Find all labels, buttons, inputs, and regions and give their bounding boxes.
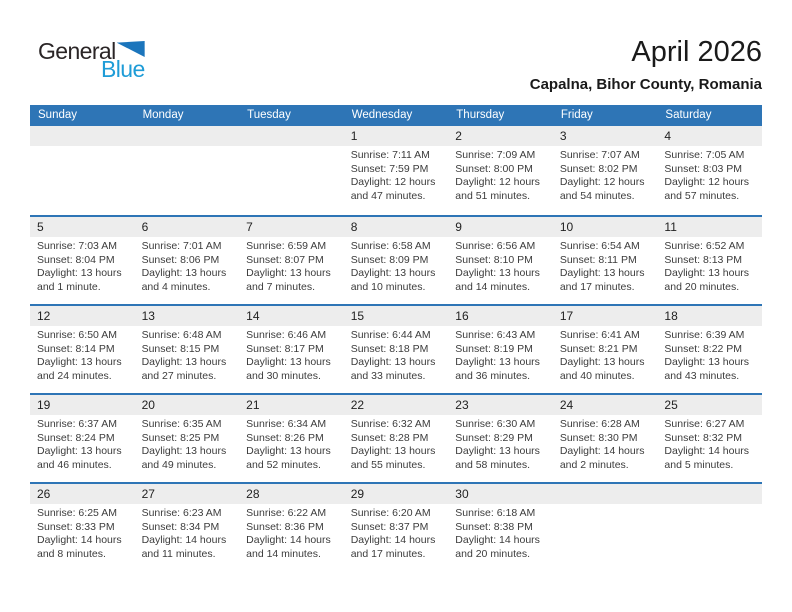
daylight-text-line2: and 49 minutes. (141, 458, 217, 471)
page-title: April 2026 (631, 36, 762, 68)
daylight-text-line1: Daylight: 14 hours (246, 534, 331, 547)
sunset-text: Sunset: 8:26 PM (246, 431, 324, 444)
empty-cell (135, 126, 240, 215)
day-info (344, 504, 449, 561)
day-info (657, 415, 762, 472)
day-info (448, 237, 553, 294)
sunrise-text: Sunrise: 7:11 AM (350, 149, 430, 161)
weekday-header-wednesday: Wednesday (351, 109, 413, 121)
day-cell-11 (657, 217, 762, 304)
sunset-text: Sunset: 8:10 PM (455, 253, 533, 266)
day-cell-13 (135, 306, 240, 393)
day-cell-25 (657, 395, 762, 482)
date-number: 12 (30, 306, 135, 326)
date-number: 7 (239, 217, 344, 237)
weekday-header-monday: Monday (142, 109, 184, 121)
daylight-text-line1: Daylight: 14 hours (664, 445, 750, 458)
daylight-text-line1: Daylight: 12 hours (455, 176, 540, 189)
daylight-text-line1: Daylight: 13 hours (455, 445, 540, 458)
sunset-text: Sunset: 8:04 PM (37, 253, 115, 266)
date-number: 2 (448, 126, 553, 146)
daylight-text-line2: and 27 minutes. (141, 369, 217, 382)
date-number: 16 (448, 306, 553, 326)
day-cell-19 (30, 395, 135, 482)
daylight-text-line2: and 4 minutes. (141, 280, 211, 293)
date-number: 13 (135, 306, 240, 326)
day-cell-21 (239, 395, 344, 482)
daylight-text-line2: and 2 minutes. (559, 458, 629, 471)
daylight-text-line1: Daylight: 13 hours (350, 267, 436, 280)
weekday-header-saturday: Saturday (665, 109, 712, 121)
daylight-text-line2: and 47 minutes. (350, 189, 426, 202)
day-info (448, 326, 553, 383)
sunset-text: Sunset: 8:07 PM (246, 253, 324, 266)
day-info (448, 146, 553, 203)
page-subtitle: Capalna, Bihor County, Romania (529, 76, 762, 94)
daylight-text-line1: Daylight: 13 hours (141, 445, 227, 458)
weekday-header-thursday: Thursday (456, 109, 505, 121)
sunrise-text: Sunrise: 6:41 AM (559, 329, 640, 341)
daylight-text-line1: Daylight: 12 hours (350, 176, 436, 189)
weekday-header-row (30, 105, 762, 126)
sunrise-text: Sunrise: 7:09 AM (455, 149, 536, 161)
daylight-text-line1: Daylight: 13 hours (664, 356, 750, 369)
sunrise-text: Sunrise: 7:05 AM (664, 149, 745, 161)
day-cell-8 (344, 217, 449, 304)
day-info (344, 146, 449, 203)
weekday-header-tuesday: Tuesday (247, 109, 291, 121)
day-cell-12 (30, 306, 135, 393)
sunset-text: Sunset: 8:36 PM (246, 520, 324, 533)
daylight-text-line1: Daylight: 13 hours (559, 356, 645, 369)
sunset-text: Sunset: 8:00 PM (455, 162, 533, 175)
day-info (553, 415, 658, 472)
sunset-text: Sunset: 8:30 PM (559, 431, 638, 444)
daylight-text-line1: Daylight: 14 hours (37, 534, 122, 547)
day-cell-7 (239, 217, 344, 304)
empty-cell (30, 126, 135, 215)
daylight-text-line1: Daylight: 13 hours (350, 356, 436, 369)
date-number: 19 (30, 395, 135, 415)
sunrise-text: Sunrise: 6:32 AM (350, 418, 431, 430)
sunset-text: Sunset: 8:33 PM (37, 520, 115, 533)
sunset-text: Sunset: 8:09 PM (350, 253, 429, 266)
daylight-text-line1: Daylight: 13 hours (141, 356, 227, 369)
daylight-text-line2: and 20 minutes. (664, 280, 740, 293)
sunrise-text: Sunrise: 6:43 AM (455, 329, 536, 341)
daylight-text-line2: and 24 minutes. (37, 369, 112, 382)
day-cell-20 (135, 395, 240, 482)
date-band-empty (657, 484, 762, 504)
sunrise-text: Sunrise: 6:28 AM (559, 418, 640, 430)
sunrise-text: Sunrise: 6:52 AM (664, 240, 745, 252)
calendar-weeks (30, 126, 762, 571)
day-info (657, 146, 762, 203)
daylight-text-line1: Daylight: 14 hours (141, 534, 227, 547)
sunset-text: Sunset: 8:19 PM (455, 342, 533, 355)
date-number: 22 (344, 395, 449, 415)
day-cell-30 (448, 484, 553, 571)
day-info (657, 326, 762, 383)
week-row (30, 393, 762, 482)
day-info (30, 504, 135, 561)
day-info (344, 326, 449, 383)
calendar-table (30, 105, 762, 571)
sunrise-text: Sunrise: 6:39 AM (664, 329, 745, 341)
weekday-header-sunday: Sunday (38, 109, 78, 121)
day-cell-15 (344, 306, 449, 393)
daylight-text-line2: and 1 minute. (37, 280, 101, 293)
daylight-text-line2: and 17 minutes. (559, 280, 635, 293)
logo-text-blue: Blue (101, 56, 145, 82)
week-row (30, 304, 762, 393)
day-cell-5 (30, 217, 135, 304)
day-cell-22 (344, 395, 449, 482)
date-number: 17 (553, 306, 658, 326)
sunset-text: Sunset: 8:37 PM (350, 520, 429, 533)
date-number: 10 (553, 217, 658, 237)
date-number: 24 (553, 395, 658, 415)
day-cell-4 (657, 126, 762, 215)
daylight-text-line1: Daylight: 12 hours (664, 176, 750, 189)
sunrise-text: Sunrise: 6:25 AM (37, 507, 117, 519)
date-number: 1 (344, 126, 449, 146)
day-cell-26 (30, 484, 135, 571)
day-info (30, 326, 135, 383)
day-info (135, 504, 240, 561)
sunset-text: Sunset: 8:06 PM (141, 253, 220, 266)
date-number: 23 (448, 395, 553, 415)
daylight-text-line1: Daylight: 13 hours (37, 356, 122, 369)
sunrise-text: Sunrise: 7:01 AM (141, 240, 222, 252)
sunset-text: Sunset: 8:03 PM (664, 162, 743, 175)
day-info (30, 237, 135, 294)
sunset-text: Sunset: 7:59 PM (350, 162, 429, 175)
sunrise-text: Sunrise: 6:23 AM (141, 507, 222, 519)
date-number: 8 (344, 217, 449, 237)
general-blue-logo (38, 40, 145, 81)
daylight-text-line1: Daylight: 13 hours (664, 267, 750, 280)
day-cell-23 (448, 395, 553, 482)
day-info (344, 237, 449, 294)
date-number: 30 (448, 484, 553, 504)
date-number: 9 (448, 217, 553, 237)
date-number: 11 (657, 217, 762, 237)
date-number: 18 (657, 306, 762, 326)
daylight-text-line1: Daylight: 13 hours (37, 445, 122, 458)
daylight-text-line2: and 36 minutes. (455, 369, 530, 382)
sunset-text: Sunset: 8:28 PM (350, 431, 429, 444)
daylight-text-line1: Daylight: 13 hours (350, 445, 436, 458)
day-info (553, 146, 658, 203)
day-info (239, 504, 344, 561)
day-cell-18 (657, 306, 762, 393)
sunrise-text: Sunrise: 7:03 AM (37, 240, 117, 252)
sunrise-text: Sunrise: 6:56 AM (455, 240, 536, 252)
sunset-text: Sunset: 8:15 PM (141, 342, 220, 355)
sunset-text: Sunset: 8:24 PM (37, 431, 115, 444)
day-cell-1 (344, 126, 449, 215)
day-info (344, 415, 449, 472)
date-number: 3 (553, 126, 658, 146)
daylight-text-line1: Daylight: 13 hours (455, 267, 540, 280)
day-cell-17 (553, 306, 658, 393)
date-number: 20 (135, 395, 240, 415)
sunset-text: Sunset: 8:32 PM (664, 431, 743, 444)
day-cell-29 (344, 484, 449, 571)
daylight-text-line1: Daylight: 14 hours (559, 445, 645, 458)
date-band-empty (239, 126, 344, 146)
sunset-text: Sunset: 8:22 PM (664, 342, 743, 355)
sunrise-text: Sunrise: 6:59 AM (246, 240, 327, 252)
sunrise-text: Sunrise: 6:20 AM (350, 507, 431, 519)
day-info (448, 504, 553, 561)
daylight-text-line1: Daylight: 13 hours (559, 267, 645, 280)
daylight-text-line2: and 51 minutes. (455, 189, 530, 202)
date-number: 6 (135, 217, 240, 237)
daylight-text-line2: and 7 minutes. (246, 280, 316, 293)
day-cell-24 (553, 395, 658, 482)
empty-cell (553, 484, 658, 571)
daylight-text-line1: Daylight: 13 hours (246, 267, 331, 280)
date-number: 14 (239, 306, 344, 326)
date-number: 21 (239, 395, 344, 415)
sunrise-text: Sunrise: 6:50 AM (37, 329, 117, 341)
date-number: 15 (344, 306, 449, 326)
daylight-text-line1: Daylight: 13 hours (37, 267, 122, 280)
day-info (135, 326, 240, 383)
sunset-text: Sunset: 8:18 PM (350, 342, 429, 355)
sunset-text: Sunset: 8:29 PM (455, 431, 533, 444)
sunrise-text: Sunrise: 7:07 AM (559, 149, 640, 161)
date-number: 5 (30, 217, 135, 237)
sunrise-text: Sunrise: 6:27 AM (664, 418, 745, 430)
day-cell-16 (448, 306, 553, 393)
sunset-text: Sunset: 8:14 PM (37, 342, 115, 355)
daylight-text-line2: and 20 minutes. (455, 547, 530, 560)
sunset-text: Sunset: 8:38 PM (455, 520, 533, 533)
sunrise-text: Sunrise: 6:22 AM (246, 507, 327, 519)
sunrise-text: Sunrise: 6:58 AM (350, 240, 431, 252)
sunrise-text: Sunrise: 6:30 AM (455, 418, 536, 430)
date-band-empty (135, 126, 240, 146)
date-band-empty (553, 484, 658, 504)
sunrise-text: Sunrise: 6:46 AM (246, 329, 327, 341)
day-cell-28 (239, 484, 344, 571)
daylight-text-line2: and 40 minutes. (559, 369, 635, 382)
daylight-text-line1: Daylight: 12 hours (559, 176, 645, 189)
title-block (530, 36, 762, 93)
daylight-text-line2: and 8 minutes. (37, 547, 106, 560)
logo-text-general: General (38, 38, 116, 64)
sunrise-text: Sunrise: 6:48 AM (141, 329, 222, 341)
day-info (239, 326, 344, 383)
daylight-text-line1: Daylight: 14 hours (350, 534, 436, 547)
weekday-header-friday: Friday (560, 109, 593, 121)
daylight-text-line2: and 30 minutes. (246, 369, 321, 382)
date-band-empty (30, 126, 135, 146)
daylight-text-line2: and 54 minutes. (559, 189, 635, 202)
empty-cell (239, 126, 344, 215)
day-info (135, 415, 240, 472)
daylight-text-line2: and 10 minutes. (350, 280, 426, 293)
sunset-text: Sunset: 8:02 PM (559, 162, 638, 175)
daylight-text-line2: and 46 minutes. (37, 458, 112, 471)
daylight-text-line2: and 55 minutes. (350, 458, 426, 471)
day-cell-14 (239, 306, 344, 393)
week-row (30, 126, 762, 215)
daylight-text-line2: and 43 minutes. (664, 369, 740, 382)
day-info (30, 415, 135, 472)
date-number: 26 (30, 484, 135, 504)
day-cell-3 (553, 126, 658, 215)
sunrise-text: Sunrise: 6:34 AM (246, 418, 327, 430)
date-number: 28 (239, 484, 344, 504)
date-number: 25 (657, 395, 762, 415)
date-number: 27 (135, 484, 240, 504)
day-info (135, 237, 240, 294)
sunrise-text: Sunrise: 6:54 AM (559, 240, 640, 252)
daylight-text-line1: Daylight: 13 hours (455, 356, 540, 369)
daylight-text-line1: Daylight: 13 hours (246, 445, 331, 458)
daylight-text-line1: Daylight: 13 hours (141, 267, 227, 280)
day-cell-10 (553, 217, 658, 304)
empty-cell (657, 484, 762, 571)
date-number: 29 (344, 484, 449, 504)
day-info (239, 415, 344, 472)
day-info (657, 237, 762, 294)
sunset-text: Sunset: 8:34 PM (141, 520, 220, 533)
day-cell-2 (448, 126, 553, 215)
daylight-text-line2: and 14 minutes. (246, 547, 321, 560)
daylight-text-line2: and 5 minutes. (664, 458, 734, 471)
daylight-text-line1: Daylight: 13 hours (246, 356, 331, 369)
sunrise-text: Sunrise: 6:37 AM (37, 418, 117, 430)
week-row (30, 215, 762, 304)
daylight-text-line1: Daylight: 14 hours (455, 534, 540, 547)
day-cell-9 (448, 217, 553, 304)
sunset-text: Sunset: 8:17 PM (246, 342, 324, 355)
sunset-text: Sunset: 8:11 PM (559, 253, 637, 266)
sunrise-text: Sunrise: 6:18 AM (455, 507, 536, 519)
sunrise-text: Sunrise: 6:35 AM (141, 418, 222, 430)
day-info (553, 237, 658, 294)
daylight-text-line2: and 11 minutes. (141, 547, 216, 560)
logo-triangle-icon (117, 41, 145, 57)
daylight-text-line2: and 14 minutes. (455, 280, 530, 293)
daylight-text-line2: and 58 minutes. (455, 458, 530, 471)
daylight-text-line2: and 17 minutes. (350, 547, 426, 560)
daylight-text-line2: and 33 minutes. (350, 369, 426, 382)
date-number: 4 (657, 126, 762, 146)
daylight-text-line2: and 57 minutes. (664, 189, 740, 202)
day-cell-27 (135, 484, 240, 571)
day-cell-6 (135, 217, 240, 304)
sunset-text: Sunset: 8:13 PM (664, 253, 743, 266)
day-info (448, 415, 553, 472)
sunrise-text: Sunrise: 6:44 AM (350, 329, 431, 341)
sunset-text: Sunset: 8:21 PM (559, 342, 638, 355)
daylight-text-line2: and 52 minutes. (246, 458, 321, 471)
day-info (239, 237, 344, 294)
sunset-text: Sunset: 8:25 PM (141, 431, 220, 444)
week-row (30, 482, 762, 571)
day-info (553, 326, 658, 383)
